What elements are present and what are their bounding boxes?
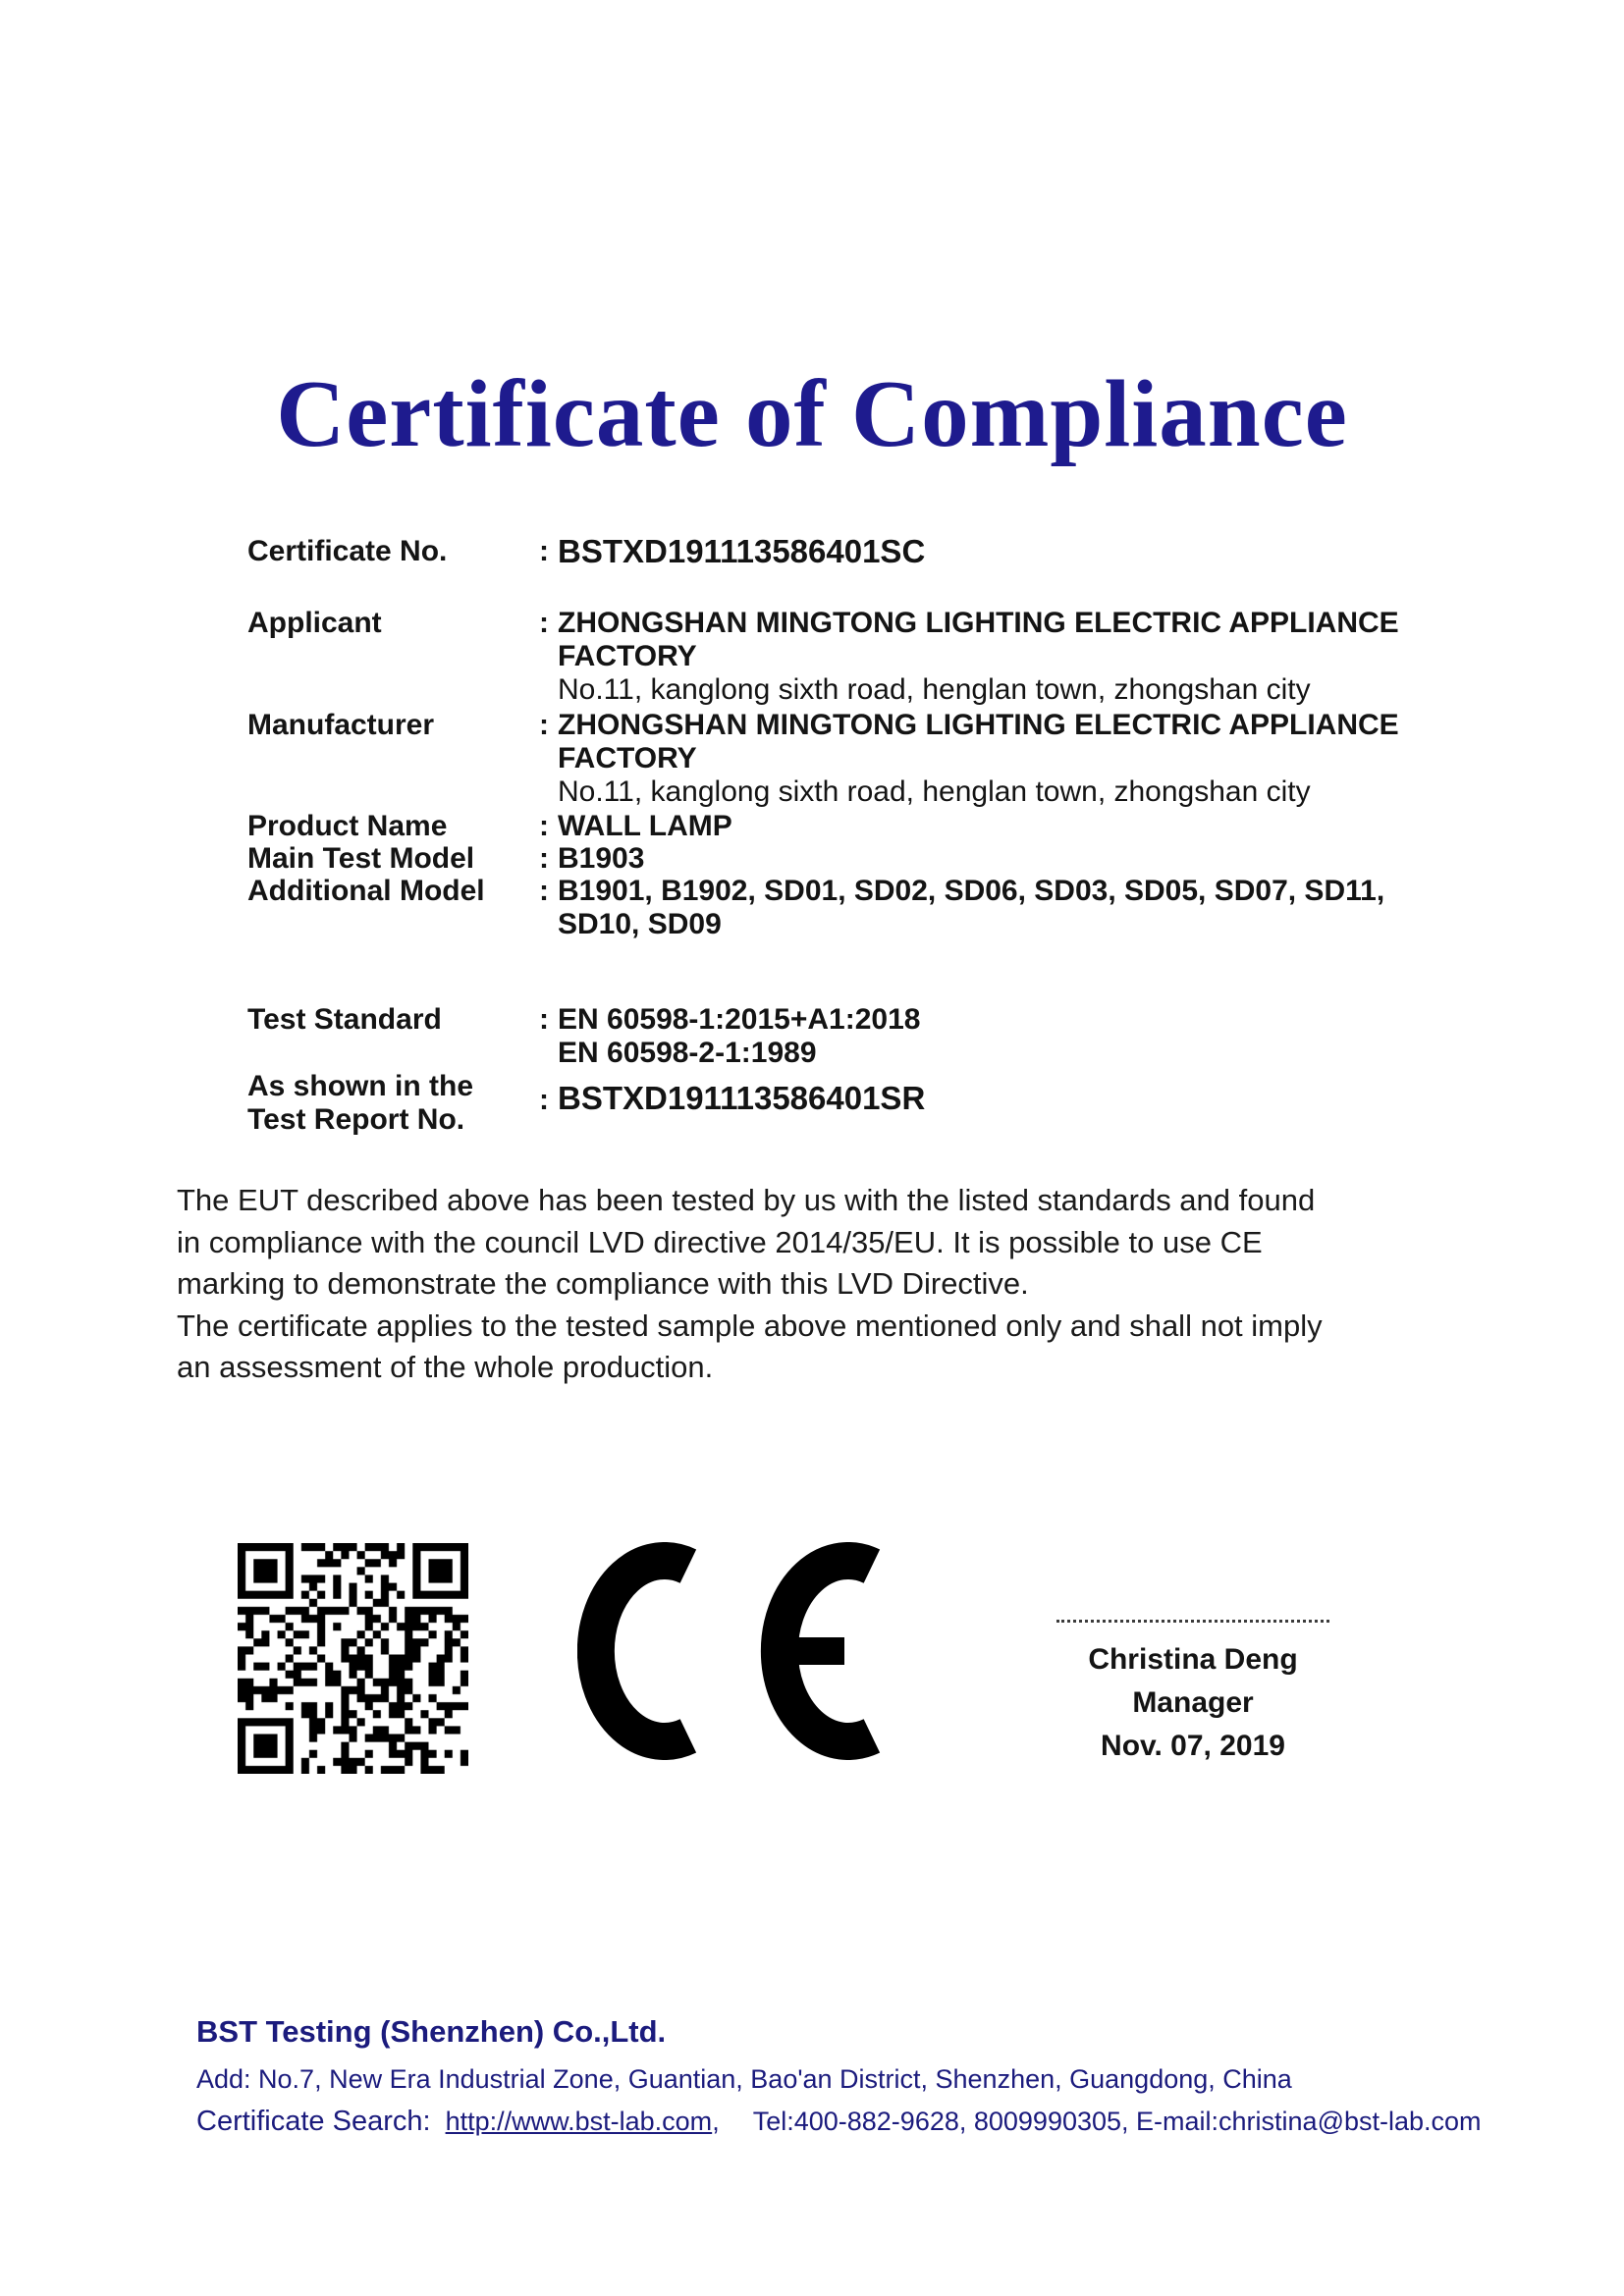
- statement-line-2: in compliance with the council LVD directive 2014/35/EU. It is possible to use CE: [177, 1224, 1263, 1259]
- manufacturer-name-line1: ZHONGSHAN MINGTONG LIGHTING ELECTRIC APPLIANCE: [558, 709, 1399, 741]
- product-name-value: WALL LAMP: [558, 810, 732, 842]
- colon: :: [539, 709, 549, 741]
- field-additional-model: [247, 875, 1384, 941]
- additional-model-label: Additional Model: [247, 875, 485, 907]
- additional-model-line1: B1901, B1902, SD01, SD02, SD06, SD03, SD05, SD07, SD11,: [558, 875, 1385, 907]
- manufacturer-address: No.11, kanglong sixth road, henglan town, zhongshan city: [558, 775, 1311, 808]
- test-report-label-line1: As shown in the: [247, 1070, 474, 1102]
- footer: [196, 2015, 1482, 2137]
- colon: :: [539, 842, 549, 875]
- lab-address: Add: No.7, New Era Industrial Zone, Guantian, Bao'an District, Shenzhen, Guangdong, China: [196, 2064, 1292, 2094]
- applicant-label: Applicant: [247, 607, 382, 639]
- certificate-no-label: Certificate No.: [247, 535, 448, 567]
- colon: :: [539, 607, 549, 639]
- statement-line-5: an assessment of the whole production.: [177, 1350, 714, 1384]
- search-comma: ,: [712, 2107, 720, 2136]
- signatory-name: Christina Deng: [1088, 1643, 1298, 1676]
- applicant-address: No.11, kanglong sixth road, henglan town, zhongshan city: [558, 673, 1311, 706]
- certificate-search-label: Certificate Search:: [196, 2106, 431, 2137]
- certificate-search-link[interactable]: http://www.bst-lab.com: [445, 2107, 713, 2136]
- signature-date: Nov. 07, 2019: [1101, 1730, 1285, 1762]
- colon: :: [539, 535, 549, 567]
- statement-line-4: The certificate applies to the tested sample above mentioned only and shall not imply: [177, 1308, 1323, 1343]
- test-standard-line1: EN 60598-1:2015+A1:2018: [558, 1003, 921, 1036]
- colon: :: [539, 1003, 549, 1036]
- signature-dotted-line: [1056, 1620, 1329, 1623]
- compliance-statement: [177, 1180, 1323, 1389]
- test-standard-value: [558, 1003, 920, 1070]
- test-standard-line2: EN 60598-2-1:1989: [558, 1037, 817, 1069]
- test-standard-label: Test Standard: [247, 1003, 442, 1036]
- field-certificate-no: [247, 535, 925, 568]
- statement-line-3: marking to demonstrate the compliance with this LVD Directive.: [177, 1266, 1029, 1301]
- signatory-role: Manager: [1132, 1686, 1254, 1719]
- test-report-label-line2: Test Report No.: [247, 1103, 465, 1136]
- applicant-name-line2: FACTORY: [558, 640, 697, 672]
- product-name-label: Product Name: [247, 810, 448, 842]
- signature-block: [1016, 1620, 1370, 1768]
- main-test-model-label: Main Test Model: [247, 842, 475, 875]
- additional-model-value: [558, 875, 1384, 941]
- manufacturer-name-line2: FACTORY: [558, 742, 697, 774]
- lab-company-name: BST Testing (Shenzhen) Co.,Ltd.: [196, 2014, 667, 2049]
- test-report-label: [247, 1070, 530, 1137]
- field-test-report-no: [247, 1070, 925, 1137]
- field-manufacturer: [247, 709, 1399, 809]
- applicant-name-line1: ZHONGSHAN MINGTONG LIGHTING ELECTRIC APPLIANCE: [558, 607, 1399, 639]
- test-report-value: BSTXD191113586401SR: [558, 1080, 926, 1116]
- certificate-search-line: [196, 2106, 1482, 2137]
- additional-model-line2: SD10, SD09: [558, 908, 722, 940]
- manufacturer-value: [558, 709, 1399, 809]
- qr-code: [238, 1543, 468, 1774]
- field-applicant: [247, 607, 1399, 707]
- page-title: Certificate of Compliance: [276, 361, 1348, 466]
- statement-line-1: The EUT described above has been tested by us with the listed standards and found: [177, 1183, 1316, 1217]
- main-test-model-value: B1903: [558, 842, 645, 875]
- colon: :: [539, 875, 549, 907]
- colon: :: [539, 810, 549, 842]
- ce-mark-icon: [577, 1542, 901, 1760]
- field-product-name: [247, 810, 732, 843]
- applicant-value: [558, 607, 1399, 707]
- manufacturer-label: Manufacturer: [247, 709, 435, 741]
- field-main-test-model: [247, 842, 644, 876]
- certificate-no-value: BSTXD191113586401SC: [558, 533, 926, 569]
- lab-contact: Tel:400-882-9628, 8009990305, E-mail:christina@bst-lab.com: [752, 2107, 1482, 2136]
- colon: :: [539, 1084, 549, 1116]
- field-test-standard: [247, 1003, 920, 1070]
